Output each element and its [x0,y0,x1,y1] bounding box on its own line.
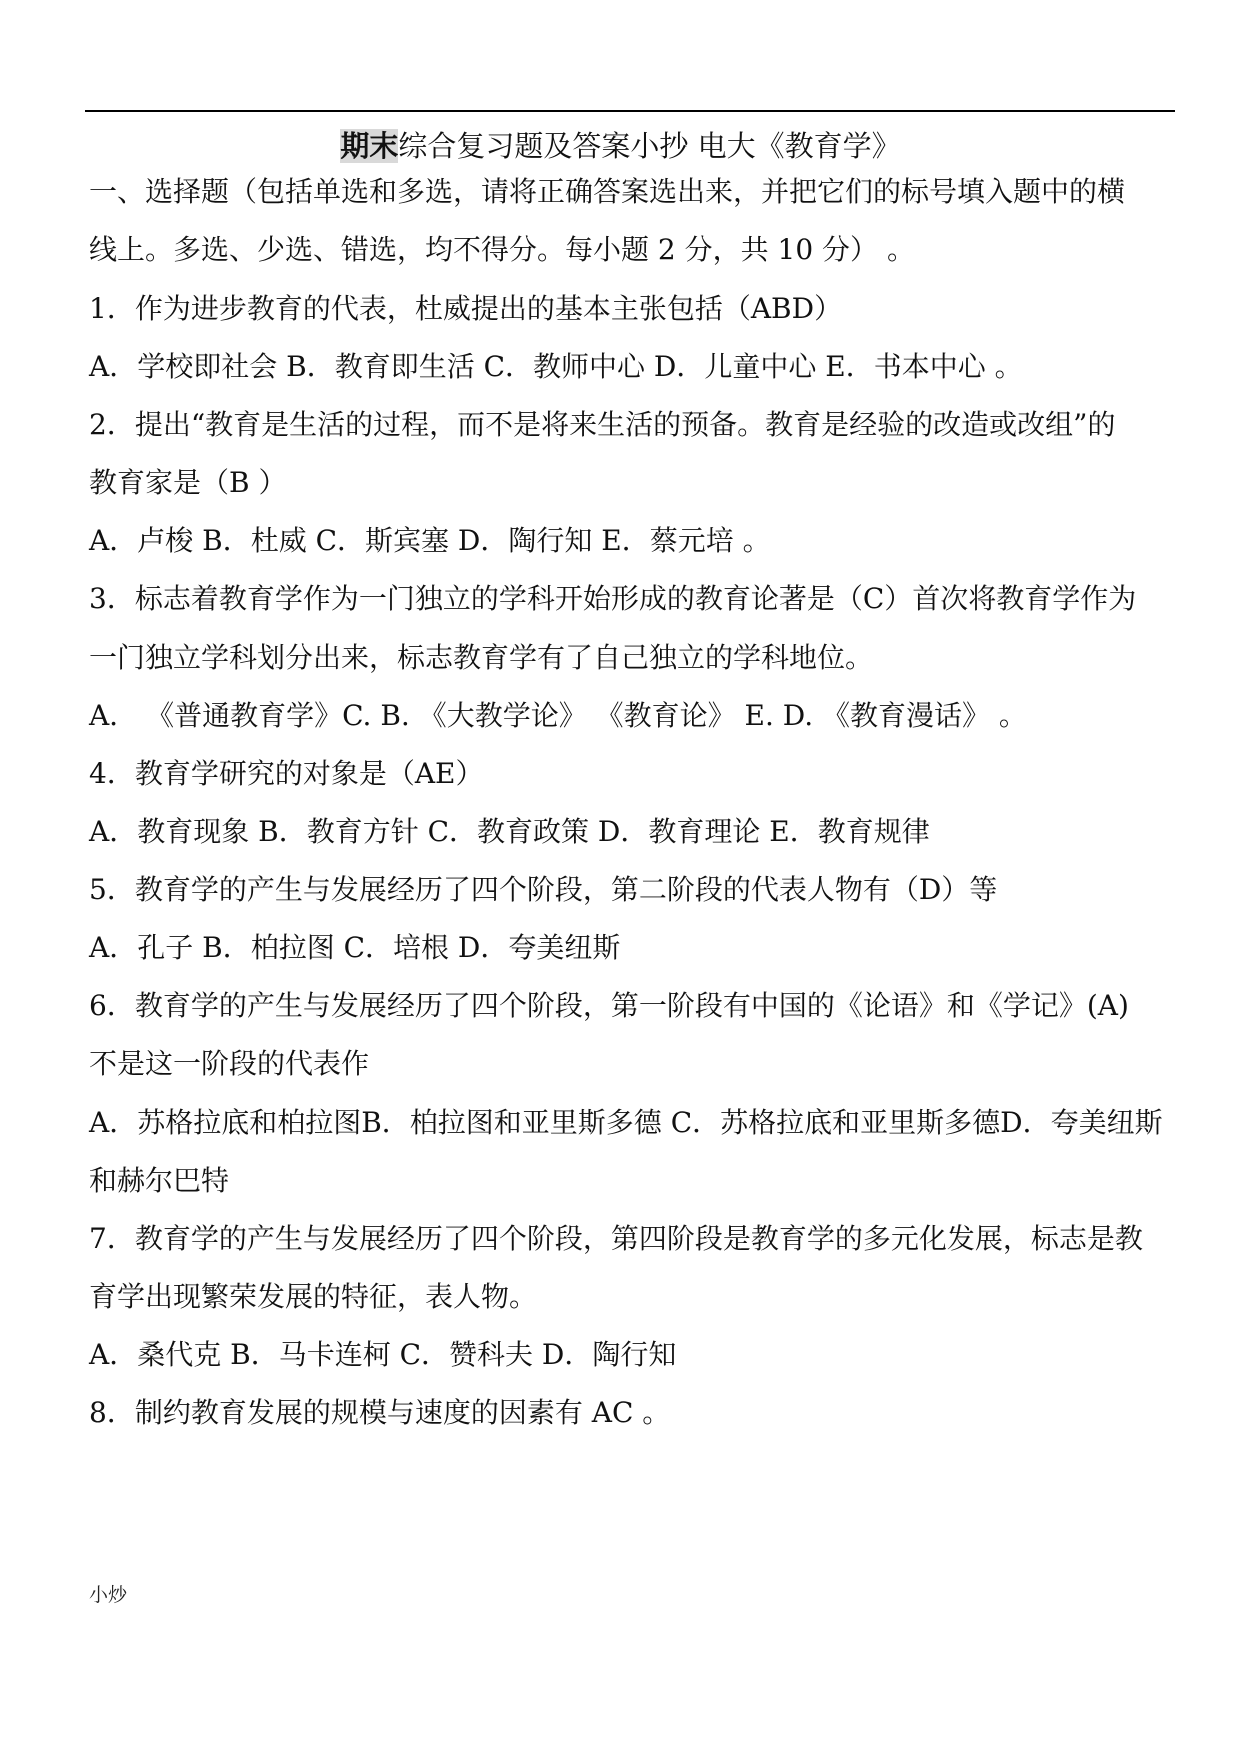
text-line: A．孔子 B．柏拉图 C．培根 D．夸美纽斯 [89,931,621,964]
text-line: 5．教育学的产生与发展经历了四个阶段，第二阶段的代表人物有（D）等 [89,873,998,906]
text-line: 线上。多选、少选、错选，均不得分。每小题 2 分，共 10 分） 。 [89,233,915,266]
page-footer: 小炒 [89,1584,128,1606]
text-line: 3．标志着教育学作为一门独立的学科开始形成的教育论著是（C）首次将教育学作为 [89,582,1137,615]
text-line: A．桑代克 B．马卡连柯 C．赞科夫 D．陶行知 [89,1338,677,1371]
text-line: 育学出现繁荣发展的特征，表人物。 [89,1280,538,1313]
text-line: 不是这一阶段的代表作 [89,1047,370,1080]
text-line: A．卢梭 B．杜威 C．斯宾塞 D．陶行知 E．蔡元培 。 [89,524,771,557]
text-line: 一门独立学科划分出来，标志教育学有了自己独立的学科地位。 [89,641,874,674]
text-line: A．学校即社会 B．教育即生活 C．教师中心 D．儿童中心 E．书本中心 。 [89,350,1023,383]
text-line: A．教育现象 B．教育方针 C．教育政策 D．教育理论 E．教育规律 [89,815,930,848]
header-rule [85,110,1175,112]
title-text: 综合复习题及答案小抄 电大《教育学》 [398,129,901,163]
text-line: 6．教育学的产生与发展经历了四个阶段，第一阶段有中国的《论语》和《学记》(A) [89,989,1129,1022]
text-line: 7．教育学的产生与发展经历了四个阶段，第四阶段是教育学的多元化发展，标志是教 [89,1222,1143,1255]
text-line: 4．教育学研究的对象是（AE） [89,757,484,790]
page-title [0,128,1241,164]
text-line: A． 《普通教育学》C. B. 《大教学论》 《教育论》 E. D. 《教育漫话》 。 [89,699,1027,732]
text-line: 8．制约教育发展的规模与速度的因素有 AC 。 [89,1396,671,1429]
title-highlight: 期末 [340,129,399,163]
text-line: 一、选择题（包括单选和多选，请将正确答案选出来，并把它们的标号填入题中的横 [89,175,1126,208]
text-line: 教育家是（B ） [89,466,287,499]
text-line: 1．作为进步教育的代表，杜威提出的基本主张包括（ABD） [89,292,843,325]
text-line: A．苏格拉底和柏拉图B．柏拉图和亚里斯多德 C．苏格拉底和亚里斯多德D．夸美纽斯 [89,1106,1163,1139]
text-line: 和赫尔巴特 [89,1164,230,1197]
text-line: 2．提出“教育是生活的过程，而不是将来生活的预备。教育是经验的改造或改组”的 [89,408,1116,441]
